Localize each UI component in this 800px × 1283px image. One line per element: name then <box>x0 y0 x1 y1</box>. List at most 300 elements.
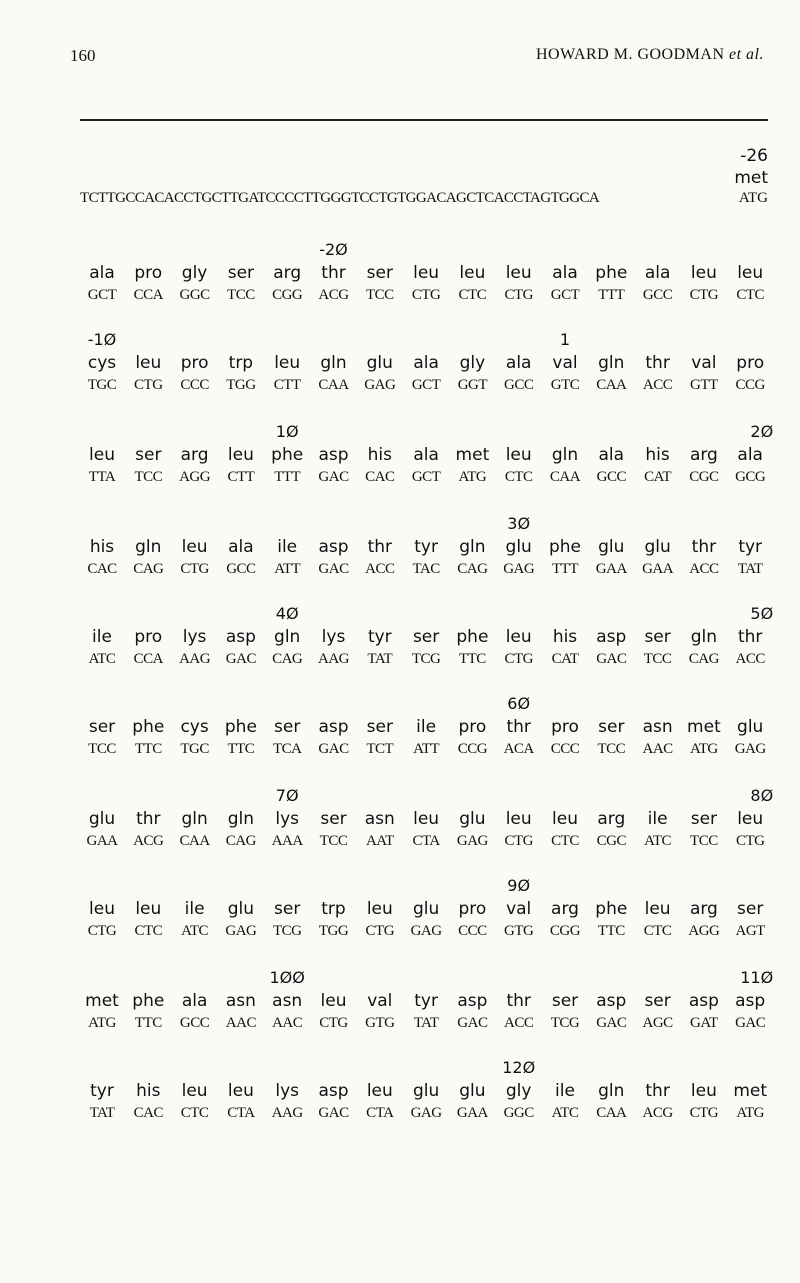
codon: GGC <box>503 1105 534 1121</box>
codon: GAC <box>318 741 349 757</box>
codon: GTG <box>504 923 534 939</box>
amino-acid: ala <box>228 537 254 557</box>
codon: TTT <box>552 561 578 577</box>
amino-acid: leu <box>737 809 764 829</box>
codon: CGG <box>272 287 303 303</box>
codon: ATG <box>736 1105 765 1121</box>
codon: ACG <box>133 833 164 849</box>
sequence-block <box>80 240 780 330</box>
codon: ACC <box>735 651 765 667</box>
codon: CAG <box>225 833 256 849</box>
amino-acid: his <box>645 445 670 465</box>
codon: ATC <box>551 1105 579 1121</box>
codon: GAG <box>734 741 766 757</box>
amino-acid: lys <box>321 627 346 647</box>
codon: CTG <box>504 287 533 303</box>
amino-acid: lys <box>182 627 207 647</box>
amino-acid: leu <box>89 445 115 465</box>
amino-acid: pro <box>458 717 487 737</box>
amino-acid: leu <box>135 899 162 919</box>
amino-acid: leu <box>274 353 301 373</box>
sequence-block <box>80 968 780 1058</box>
amino-acid: leu <box>505 627 532 647</box>
amino-acid: thr <box>645 1081 670 1101</box>
codon: TTC <box>597 923 625 939</box>
amino-acid: tyr <box>90 1081 114 1101</box>
codon: ACG <box>318 287 349 303</box>
codon: TCG <box>272 923 302 939</box>
amino-acid: arg <box>180 445 209 465</box>
codon: TCC <box>134 469 163 485</box>
sequence-block <box>80 786 780 876</box>
amino-acid: phe <box>595 263 628 283</box>
codon: TTC <box>134 1015 162 1031</box>
amino-acid: glu <box>459 1081 486 1101</box>
amino-acid: leu <box>135 353 162 373</box>
amino-acid: gln <box>135 537 162 557</box>
amino-acid: phe <box>271 445 304 465</box>
codon: CAA <box>549 469 581 485</box>
amino-acid: ala <box>598 445 625 465</box>
codon: ATT <box>413 741 440 757</box>
amino-acid: phe <box>224 717 257 737</box>
amino-acid: ser <box>690 809 718 829</box>
amino-acid: thr <box>506 991 531 1011</box>
amino-acid: leu <box>505 445 532 465</box>
amino-acid: ala <box>413 445 439 465</box>
codon: ATC <box>644 833 672 849</box>
codon: ACG <box>642 1105 673 1121</box>
codon: CTC <box>180 1105 209 1121</box>
codon: ATC <box>88 651 116 667</box>
amino-acid: gly <box>181 263 208 283</box>
amino-acid: asp <box>318 445 349 465</box>
amino-acid: gly <box>459 353 486 373</box>
amino-acid: pro <box>134 627 163 647</box>
sequence-block <box>80 514 780 604</box>
amino-acid: thr <box>136 809 161 829</box>
codon: AGC <box>642 1015 673 1031</box>
codon: TCG <box>411 651 441 667</box>
codon: TTT <box>274 469 301 485</box>
amino-acid: ala <box>737 445 763 465</box>
codon: AGG <box>179 469 211 485</box>
amino-acid: ile <box>647 809 668 829</box>
amino-acid: asp <box>457 991 488 1011</box>
codon: TGC <box>180 741 209 757</box>
residue-number: 1ØØ <box>269 968 305 987</box>
amino-acid: gln <box>274 627 301 647</box>
amino-acid: glu <box>227 899 255 919</box>
codon: TTC <box>134 741 162 757</box>
amino-acid: glu <box>598 537 625 557</box>
residue-number: 12Ø <box>502 1058 536 1077</box>
residue-number: 1 <box>559 330 571 349</box>
codon: ATC <box>181 923 209 939</box>
amino-acid: ala <box>644 263 671 283</box>
codon: CAA <box>179 833 210 849</box>
codon: CTG <box>735 833 765 849</box>
residue-number: 5Ø <box>750 604 774 623</box>
codon: CAC <box>365 469 395 485</box>
amino-acid: glu <box>644 537 671 557</box>
amino-acid: thr <box>321 263 346 283</box>
amino-acid: pro <box>180 353 209 373</box>
sequence-block <box>80 876 780 966</box>
leader-sequence: TCTTGCCACACCTGCTTGATCCCCTTGGGTCCTGTGGACAGCTCACCTAGTGGCA <box>80 190 600 206</box>
codon: AAC <box>225 1015 256 1031</box>
codon: TAT <box>413 1015 439 1031</box>
amino-acid: phe <box>595 899 628 919</box>
amino-acid: asn <box>225 991 256 1011</box>
amino-acid: gln <box>598 353 625 373</box>
codon: ACC <box>689 561 719 577</box>
codon: TTA <box>88 469 116 485</box>
amino-acid: thr <box>367 537 393 557</box>
amino-acid: his <box>367 445 392 465</box>
amino-acid: ser <box>320 809 347 829</box>
amino-acid: phe <box>548 537 582 557</box>
codon: TCC <box>227 287 255 303</box>
codon: GAC <box>318 561 349 577</box>
codon: GCC <box>179 1015 210 1031</box>
amino-acid: thr <box>506 717 531 737</box>
amino-acid: val <box>506 899 532 919</box>
amino-acid: glu <box>366 353 393 373</box>
codon: CTC <box>643 923 672 939</box>
codon: CTT <box>273 377 301 393</box>
amino-acid: met <box>455 445 490 465</box>
codon: GAC <box>318 469 349 485</box>
codon: GAG <box>456 833 488 849</box>
top-rule <box>80 119 768 121</box>
codon: GAG <box>410 1105 442 1121</box>
sequence-block <box>80 330 780 420</box>
codon: CTT <box>227 469 255 485</box>
amino-acid: ala <box>181 991 208 1011</box>
amino-acid: leu <box>552 809 578 829</box>
codon: CTC <box>736 287 765 303</box>
codon: TCT <box>366 741 394 757</box>
codon: GAA <box>642 561 674 577</box>
codon: CCA <box>133 651 163 667</box>
amino-acid: ser <box>644 627 671 647</box>
codon: CCG <box>735 377 765 393</box>
amino-acid: gln <box>181 809 208 829</box>
codon: CCC <box>550 741 580 757</box>
codon: GAG <box>503 561 535 577</box>
amino-acid: glu <box>505 537 532 557</box>
amino-acid: ile <box>555 1081 575 1101</box>
leader-start-aa: met <box>734 168 768 188</box>
codon: TAT <box>737 561 763 577</box>
amino-acid: glu <box>737 717 764 737</box>
amino-acid: thr <box>691 537 717 557</box>
codon: GTG <box>365 1015 395 1031</box>
amino-acid: ile <box>92 627 112 647</box>
codon: CTG <box>689 1105 719 1121</box>
codon: TCC <box>365 287 394 303</box>
codon: CCG <box>457 741 488 757</box>
codon: CAA <box>596 1105 627 1121</box>
amino-acid: asp <box>688 991 719 1011</box>
codon: ACC <box>365 561 395 577</box>
amino-acid: his <box>89 537 115 557</box>
amino-acid: pro <box>736 353 765 373</box>
codon: CTG <box>504 651 533 667</box>
amino-acid: ser <box>412 627 440 647</box>
amino-acid: his <box>136 1081 161 1101</box>
amino-acid: trp <box>321 899 346 919</box>
codon: CAA <box>318 377 349 393</box>
amino-acid: leu <box>413 809 440 829</box>
amino-acid: asp <box>318 1081 349 1101</box>
codon: CTG <box>689 287 719 303</box>
amino-acid: val <box>691 353 717 373</box>
amino-acid: gln <box>690 627 718 647</box>
amino-acid: ile <box>416 717 437 737</box>
sequence-block <box>80 1058 780 1148</box>
codon: TCC <box>690 833 718 849</box>
codon: CAT <box>551 651 579 667</box>
codon: CTC <box>134 923 163 939</box>
amino-acid: arg <box>689 899 718 919</box>
amino-acid: thr <box>645 353 670 373</box>
codon: AGG <box>688 923 720 939</box>
amino-acid: tyr <box>414 991 438 1011</box>
codon: TAT <box>89 1105 115 1121</box>
amino-acid: leu <box>227 1081 254 1101</box>
amino-acid: tyr <box>367 627 392 647</box>
codon: GAC <box>596 1015 627 1031</box>
codon: GCC <box>642 287 673 303</box>
residue-number: 7Ø <box>275 786 299 805</box>
amino-acid: leu <box>181 1081 208 1101</box>
codon: GCT <box>411 377 441 393</box>
residue-number: -1Ø <box>87 330 117 349</box>
codon: GAG <box>364 377 396 393</box>
amino-acid: leu <box>413 263 440 283</box>
amino-acid: ser <box>274 899 301 919</box>
codon: GAA <box>595 561 627 577</box>
codon: CAG <box>133 561 164 577</box>
codon: AAG <box>271 1105 303 1121</box>
codon: GAT <box>690 1015 718 1031</box>
codon: GAA <box>86 833 118 849</box>
amino-acid: glu <box>412 1081 440 1101</box>
amino-acid: leu <box>505 809 532 829</box>
amino-acid: asn <box>272 991 303 1011</box>
codon: TTT <box>598 287 625 303</box>
amino-acid: val <box>367 991 393 1011</box>
amino-acid: leu <box>181 537 208 557</box>
amino-acid: gln <box>320 353 347 373</box>
amino-acid: thr <box>737 627 763 647</box>
amino-acid: gln <box>459 537 486 557</box>
amino-acid: gln <box>598 1081 625 1101</box>
codon: CCC <box>458 923 487 939</box>
codon: GTT <box>690 377 718 393</box>
codon: GGC <box>179 287 210 303</box>
amino-acid: met <box>85 991 119 1011</box>
codon: CTA <box>366 1105 394 1121</box>
codon: GAG <box>225 923 257 939</box>
amino-acid: gln <box>227 809 255 829</box>
codon: GAC <box>735 1015 766 1031</box>
codon: TCC <box>643 651 672 667</box>
amino-acid: tyr <box>738 537 763 557</box>
codon: ACA <box>503 741 534 757</box>
amino-acid: ser <box>551 991 579 1011</box>
codon: CCC <box>180 377 209 393</box>
codon: TAT <box>367 651 393 667</box>
codon: CAT <box>644 469 672 485</box>
amino-acid: pro <box>134 263 163 283</box>
amino-acid: ile <box>184 899 205 919</box>
sequence-block <box>80 694 780 784</box>
codon: AAC <box>272 1015 303 1031</box>
codon: ACC <box>642 377 673 393</box>
codon: GTC <box>550 377 580 393</box>
codon: GCC <box>226 561 256 577</box>
leader-start-codon: ATG <box>738 190 768 206</box>
codon: CGG <box>549 923 581 939</box>
amino-acid: his <box>552 627 578 647</box>
running-head <box>536 46 764 64</box>
amino-acid: lys <box>275 809 299 829</box>
amino-acid: ile <box>277 537 298 557</box>
codon: ATG <box>690 741 718 757</box>
codon: CAG <box>272 651 303 667</box>
amino-acid: ala <box>552 263 578 283</box>
codon: CTC <box>551 833 579 849</box>
codon: CTA <box>412 833 440 849</box>
amino-acid: leu <box>320 991 347 1011</box>
amino-acid: ser <box>274 717 301 737</box>
amino-acid: leu <box>366 1081 393 1101</box>
amino-acid: leu <box>89 899 115 919</box>
codon: GCG <box>735 469 766 485</box>
codon: ATG <box>88 1015 116 1031</box>
sequence-block <box>80 604 780 694</box>
codon: CTG <box>180 561 209 577</box>
codon: TCG <box>550 1015 580 1031</box>
codon: CAG <box>457 561 488 577</box>
amino-acid: met <box>733 1081 768 1101</box>
residue-number: 1Ø <box>275 422 299 441</box>
codon: CTA <box>227 1105 255 1121</box>
amino-acid: glu <box>459 809 486 829</box>
codon: CGC <box>689 469 719 485</box>
codon: GGT <box>457 377 488 393</box>
amino-acid: gly <box>505 1081 532 1101</box>
amino-acid: arg <box>597 809 626 829</box>
codon: GCT <box>87 287 117 303</box>
amino-acid: ala <box>89 263 115 283</box>
amino-acid: ser <box>366 717 393 737</box>
codon: CAC <box>87 561 117 577</box>
amino-acid: ala <box>413 353 439 373</box>
amino-acid: ser <box>737 899 764 919</box>
amino-acid: phe <box>456 627 489 647</box>
residue-number: 8Ø <box>750 786 774 805</box>
codon: CTG <box>319 1015 348 1031</box>
codon: AAC <box>642 741 673 757</box>
codon: GAC <box>318 1105 349 1121</box>
running-head-author: HOWARD M. GOODMAN <box>536 46 725 63</box>
amino-acid: phe <box>132 717 165 737</box>
amino-acid: tyr <box>414 537 438 557</box>
codon: AAT <box>365 833 394 849</box>
amino-acid: met <box>687 717 721 737</box>
codon: AAG <box>318 651 349 667</box>
codon: CTG <box>504 833 533 849</box>
amino-acid: glu <box>88 809 116 829</box>
residue-number: 3Ø <box>507 514 531 533</box>
codon: CAC <box>133 1105 163 1121</box>
residue-number: 2Ø <box>750 422 774 441</box>
amino-acid: gln <box>551 445 579 465</box>
codon: TGG <box>226 377 256 393</box>
amino-acid: cys <box>180 717 209 737</box>
codon: TCC <box>319 833 348 849</box>
amino-acid: leu <box>227 445 254 465</box>
amino-acid: leu <box>459 263 486 283</box>
running-head-etal: et al. <box>729 46 764 63</box>
sequence-block <box>80 422 780 512</box>
amino-acid: pro <box>551 717 579 737</box>
amino-acid: ser <box>88 717 116 737</box>
codon: CAG <box>688 651 719 667</box>
amino-acid: pro <box>458 899 487 919</box>
codon: CTG <box>134 377 163 393</box>
codon: GAC <box>457 1015 488 1031</box>
codon: TGG <box>318 923 349 939</box>
codon: CTC <box>458 287 487 303</box>
residue-number: 6Ø <box>507 694 531 713</box>
amino-acid: asp <box>318 537 349 557</box>
codon: CGC <box>596 833 626 849</box>
codon: ACC <box>504 1015 534 1031</box>
codon: GAC <box>596 651 627 667</box>
codon: CTG <box>411 287 441 303</box>
codon: GCC <box>596 469 626 485</box>
amino-acid: asp <box>318 717 349 737</box>
amino-acid: ser <box>135 445 162 465</box>
codon: CTC <box>504 469 533 485</box>
codon: GCT <box>411 469 441 485</box>
amino-acid: leu <box>690 1081 717 1101</box>
amino-acid: trp <box>228 353 254 373</box>
amino-acid: leu <box>366 899 393 919</box>
codon: GAA <box>456 1105 488 1121</box>
residue-number: 4Ø <box>275 604 299 623</box>
codon: CAA <box>596 377 627 393</box>
amino-acid: ser <box>644 991 671 1011</box>
amino-acid: phe <box>132 991 165 1011</box>
amino-acid: asp <box>596 991 627 1011</box>
amino-acid: arg <box>551 899 579 919</box>
amino-acid: leu <box>644 899 671 919</box>
residue-number: 9Ø <box>507 876 531 895</box>
codon: ATT <box>274 561 301 577</box>
amino-acid: asp <box>225 627 256 647</box>
amino-acid: asp <box>596 627 627 647</box>
residue-number: 11Ø <box>740 968 774 987</box>
amino-acid: lys <box>275 1081 299 1101</box>
codon: TCA <box>272 741 302 757</box>
codon: TCC <box>88 741 116 757</box>
